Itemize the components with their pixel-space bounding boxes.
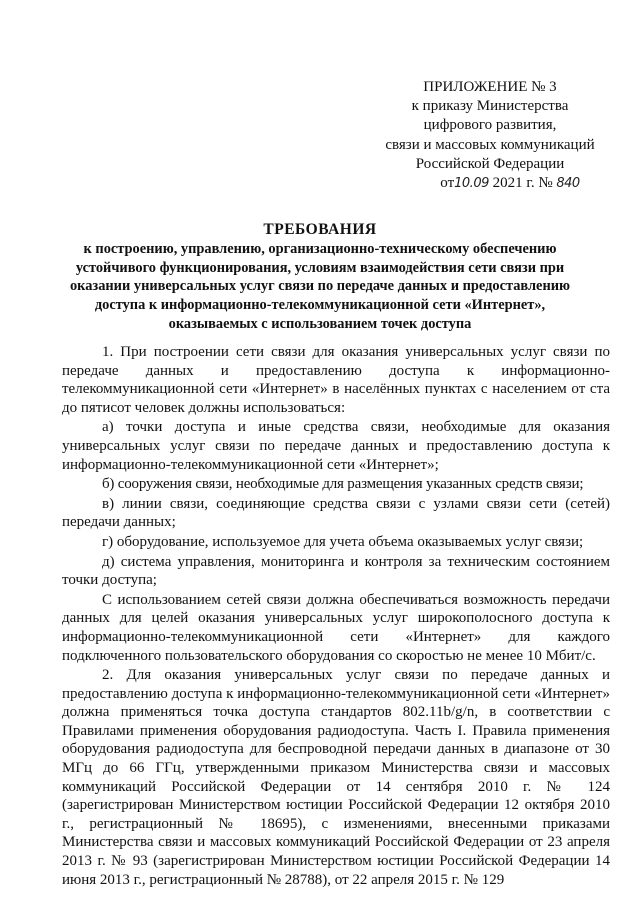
document-body [62,343,610,890]
appendix-order-ref: к приказу Министерства [411,98,569,115]
paragraph-1a: а) точки доступа и иные средства связи, необходимые для оказания универсальных услуг связи по передаче данных и предоставлению доступа к информационно-телекоммуникационной сети «Интернет»; [62,419,610,473]
date-suffix: 2021 г. № [492,175,553,192]
paragraph-1: 1. При построении сети связи для оказания универсальных услуг связи по передаче данных и предоставлению доступа к информационно-телекоммуникационной сети «Интернет» в населённых пунктах с населением от ста до пятисот человек должны использоваться: [62,344,610,416]
date-prefix: от [440,175,455,192]
handwritten-date: 10.09 [454,176,489,192]
appendix-header [375,78,605,193]
title-line-1: к построению, управлению, организационно-техническому обеспечению [83,241,557,257]
title-line-3: оказании универсальных услуг связи по передаче данных и предоставлению [69,278,571,295]
title-line-4: доступа к информационно-телекоммуникационной сети «Интернет», [94,297,546,314]
document-title [40,220,600,334]
paragraph-2: 2. Для оказания универсальных услуг связи по передаче данных и предоставлению доступа к информационно-телекоммуникационной сети «Интернет» должна применяться точка доступа стандартов 802.11b/g/n, в соответствии с Правилами применения оборудования радиодоступа. Часть I. Правила применения оборудования радиодоступа для беспроводной передачи данных в диапазоне от 30 МГц до 66 ГГц, утвержденными приказом Министерства связи и массовых коммуникаций Российской Федерации от 14 сентября 2010 г. № 124 (зарегистрирован Министерством юстиции Российской Федерации 12 октября 2010 г., регистрационный № 18695), с изменениями, внесенными приказами Министерства связи и массовых коммуникаций Российской Федерации от 23 апреля 2013 г. № 93 (зарегистрирован Министерством юстиции Российской Федерации 14 июня 2013 г., регистрационный № 28788), от 22 апреля 2015 г. № 129 [62,667,610,888]
appendix-ministry-line-2: связи и массовых коммуникаций [385,136,595,153]
appendix-number: ПРИЛОЖЕНИЕ № 3 [423,79,557,95]
paragraph-1d: г) оборудование, используемое для учета объема оказываемых услуг связи; [102,533,584,550]
paragraph-1c: в) линии связи, соединяющие средства связи с узлами связи сети (сетей) передачи данных; [62,495,610,531]
paragraph-1b: б) сооружения связи, необходимые для размещения указанных средств связи; [102,476,584,493]
appendix-ministry-line-1: цифрового развития, [423,117,557,134]
title-heading: ТРЕБОВАНИЯ [263,221,377,238]
title-line-2: устойчивого функционирования, условиям взаимодействия сети связи при [75,259,565,276]
appendix-date-line [375,174,605,193]
paragraph-1e: д) система управления, мониторинга и контроля за техническим состоянием точки доступа; [62,553,610,589]
paragraph-speed: С использованием сетей связи должна обеспечиваться возможность передачи данных для целей оказания универсальных услуг широкополосного доступа к информационно-телекоммуникационной сети «Интернет» для каждого подключенного пользовательского оборудования со скоростью не менее 10 Мбит/с. [62,591,610,664]
appendix-country: Российской Федерации [415,155,565,172]
handwritten-order-number: 840 [556,176,580,192]
title-line-5: оказываемых с использованием точек доступа [168,315,472,332]
